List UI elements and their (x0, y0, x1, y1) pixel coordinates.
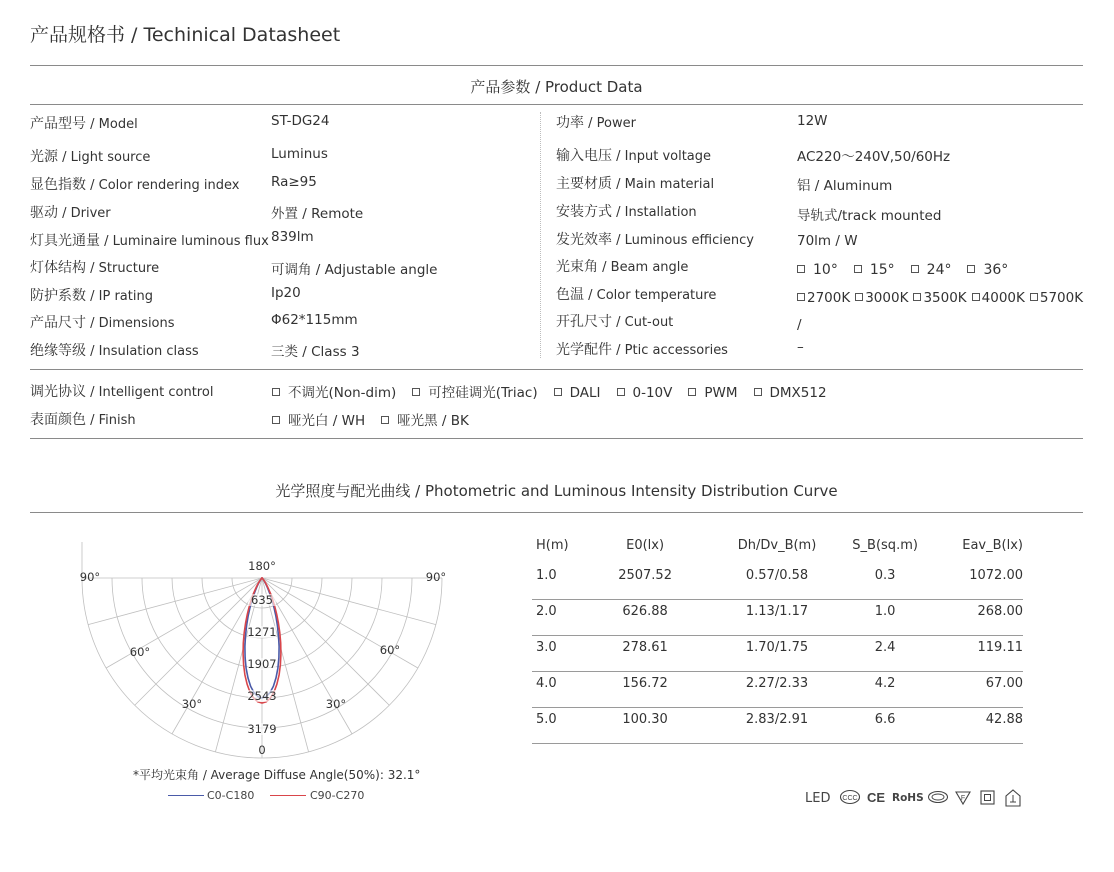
angle-label-30-left: 30° (181, 697, 203, 711)
spec-label-en: / IP rating (86, 289, 153, 304)
average-angle-note: *平均光束角 / Average Diffuse Angle(50%): 32.1° (133, 768, 421, 782)
spec-label-cn: 光学配件 (556, 342, 612, 358)
f-mark-icon (955, 790, 971, 806)
option-item[interactable] (797, 262, 838, 278)
rohs-mark: RoHS (892, 792, 924, 804)
polar-distribution-chart (60, 530, 480, 760)
option-item[interactable] (688, 385, 737, 401)
finish-options (272, 409, 485, 429)
spec-label-en: / Driver (58, 206, 111, 221)
legend-label-c90: C90-C270 (310, 789, 365, 802)
spec-label-en: / Cut-out (612, 315, 674, 330)
spec-label (556, 229, 754, 249)
angle-label-90-right: 90° (425, 570, 447, 584)
control-label: 调光协议 / Intelligent control (30, 384, 214, 400)
divider (30, 104, 1083, 105)
color-temp-options (797, 290, 1088, 306)
option-item[interactable] (754, 385, 827, 401)
table-cell: 119.11 (977, 640, 1023, 655)
option-label: 10° (813, 262, 838, 278)
option-item[interactable] (972, 290, 1025, 306)
table-cell: 0.57/0.58 (745, 568, 809, 583)
spec-label (30, 113, 138, 133)
table-cell: 278.61 (622, 640, 668, 655)
spec-value: Luminus (271, 146, 328, 162)
checkbox-icon[interactable] (967, 265, 975, 273)
option-label: 哑光白 / WH (288, 413, 366, 429)
table-cell: 67.00 (985, 676, 1023, 691)
spec-label-cn: 发光效率 (556, 232, 612, 248)
spec-label (30, 202, 111, 222)
product-data-title: 产品参数 / Product Data (470, 78, 643, 96)
class-ii-icon (980, 790, 996, 806)
table-cell: 4.0 (536, 676, 557, 691)
checkbox-icon[interactable] (797, 265, 805, 273)
option-label: 2700K (807, 290, 851, 306)
option-label: 24° (926, 262, 952, 278)
option-item[interactable] (554, 385, 601, 401)
spec-label-cn: 安装方式 (556, 204, 612, 220)
option-label: 哑光黑 / BK (397, 413, 469, 429)
option-item[interactable] (381, 409, 469, 429)
indoor-use-icon (1003, 788, 1023, 808)
spec-label (30, 146, 150, 166)
option-label: DMX512 (769, 385, 827, 401)
checkbox-icon[interactable] (972, 293, 980, 301)
option-item[interactable] (272, 409, 365, 429)
table-row (532, 564, 1023, 600)
spec-label-en: / Main material (612, 177, 715, 192)
option-label: 可控硅调光(Triac) (428, 385, 538, 401)
spec-value: 导轨式/track mounted (797, 208, 942, 224)
spec-label (556, 112, 636, 132)
spec-label-cn: 显色指数 (30, 177, 86, 193)
ccc-mark-icon (839, 789, 861, 805)
spec-value: 铝 / Aluminum (797, 178, 893, 194)
option-item[interactable] (911, 262, 952, 278)
checkbox-icon[interactable] (797, 293, 805, 301)
polar-spoke (262, 578, 436, 625)
option-item[interactable] (272, 381, 396, 401)
cqc-mark-icon (927, 790, 949, 804)
spec-label-en: / Insulation class (86, 344, 199, 359)
spec-label-cn: 主要材质 (556, 176, 612, 192)
spec-label (556, 256, 688, 276)
angle-label-60-left: 60° (129, 645, 151, 659)
table-cell: 5.0 (536, 712, 557, 727)
table-cell: 6.6 (874, 712, 896, 727)
option-item[interactable] (854, 262, 895, 278)
checkbox-icon[interactable] (913, 293, 921, 301)
spec-label-en: / Ptic accessories (612, 343, 728, 358)
ring-value-label: 3179 (247, 722, 277, 736)
spec-value: 外置 / Remote (271, 206, 364, 222)
table-cell: 1.0 (874, 604, 896, 619)
angle-label-0: 0 (258, 743, 266, 757)
checkbox-icon[interactable] (554, 388, 562, 396)
spec-value: 839lm (271, 229, 314, 245)
option-item[interactable] (967, 262, 1008, 278)
option-label: 36° (983, 262, 1009, 278)
table-header-cell: E0(lx) (626, 538, 665, 553)
spec-label-cn: 光源 (30, 149, 58, 165)
spec-label (556, 284, 716, 304)
ce-mark-icon (867, 790, 887, 804)
option-item[interactable] (797, 290, 850, 306)
option-item[interactable] (855, 290, 908, 306)
option-label: 5700K (1039, 290, 1084, 306)
spec-label-cn: 功率 (556, 115, 584, 131)
table-cell: 100.30 (622, 712, 668, 727)
spec-label-cn: 驱动 (30, 205, 58, 221)
polar-spoke (88, 578, 262, 625)
led-mark: LED (805, 791, 831, 806)
spec-label-cn: 光束角 (556, 259, 598, 275)
spec-label-en: / Power (584, 116, 636, 131)
spec-label (30, 340, 199, 360)
checkbox-icon[interactable] (617, 388, 625, 396)
checkbox-icon[interactable] (911, 265, 919, 273)
table-cell: 2.27/2.33 (745, 676, 809, 691)
option-item[interactable] (1030, 290, 1083, 306)
option-item[interactable] (412, 381, 537, 401)
spec-label (30, 230, 269, 250)
svg-text:F: F (960, 795, 966, 802)
spec-value: Ra≥95 (271, 174, 317, 190)
table-cell: 1.13/1.17 (745, 604, 809, 619)
table-header-cell: H(m) (536, 538, 569, 553)
spec-value: ST-DG24 (271, 113, 330, 129)
spec-label (556, 311, 673, 331)
spec-label-en: / Model (86, 117, 138, 132)
option-label: PWM (704, 385, 738, 401)
spec-label (556, 339, 728, 359)
spec-label-cn: 产品型号 (30, 116, 86, 132)
legend-label-c0: C0-C180 (207, 789, 255, 802)
checkbox-icon[interactable] (754, 388, 762, 396)
spec-value: 可调角 / Adjustable angle (271, 262, 438, 278)
illuminance-table (532, 538, 1023, 744)
spec-value: Φ62*115mm (271, 312, 358, 328)
table-cell: 2507.52 (618, 568, 672, 583)
spec-label-cn: 灯具光通量 (30, 233, 100, 249)
spec-label-en: / Dimensions (86, 316, 175, 331)
checkbox-icon[interactable] (412, 388, 420, 396)
spec-label (30, 312, 175, 332)
option-label: 3500K (923, 290, 967, 306)
beam-angle-options (797, 262, 1024, 278)
finish-label: 表面颜色 / Finish (30, 412, 136, 428)
table-cell: 156.72 (622, 676, 668, 691)
table-header-cell: Dh/Dv_B(m) (737, 538, 817, 553)
option-label: 不调光(Non-dim) (288, 385, 397, 401)
spec-value: – (797, 339, 804, 355)
table-header-cell: Eav_B(lx) (962, 538, 1023, 553)
spec-label-en: / Color rendering index (86, 178, 240, 193)
ring-value-label: 2543 (247, 689, 277, 703)
spec-label-cn: 色温 (556, 287, 584, 303)
spec-label-cn: 开孔尺寸 (556, 314, 612, 330)
spec-label-en: / Color temperature (584, 288, 717, 303)
ring-value-label: 1907 (247, 657, 277, 671)
svg-text:CCC: CCC (842, 795, 858, 802)
angle-label-180: 180° (248, 559, 276, 573)
spec-label-en: / Installation (612, 205, 697, 220)
option-label: 15° (869, 262, 895, 278)
table-cell: 4.2 (874, 676, 896, 691)
table-cell: 1072.00 (969, 568, 1023, 583)
option-label: 4000K (981, 290, 1025, 306)
divider (30, 438, 1083, 439)
ring-value-label: 635 (251, 593, 273, 607)
table-cell: 1.0 (536, 568, 557, 583)
spec-value: 70lm / W (797, 233, 858, 249)
spec-label (30, 257, 159, 277)
table-header-cell: S_B(sq.m) (852, 538, 918, 553)
spec-label (556, 145, 711, 165)
spec-label-en: / Input voltage (612, 149, 712, 164)
table-cell: 3.0 (536, 640, 557, 655)
document-title: 产品规格书 / Techinical Datasheet (30, 24, 341, 46)
spec-label-cn: 输入电压 (556, 148, 612, 164)
option-item[interactable] (913, 290, 966, 306)
spec-label-en: / Beam angle (598, 260, 689, 275)
spec-value: Ip20 (271, 285, 301, 301)
spec-value: AC220～240V,50/60Hz (797, 149, 951, 165)
table-cell: 42.88 (985, 712, 1023, 727)
spec-label-cn: 防护系数 (30, 288, 86, 304)
table-cell: 626.88 (622, 604, 668, 619)
angle-label-60-right: 60° (379, 643, 401, 657)
option-label: 3000K (865, 290, 909, 306)
spec-value: 三类 / Class 3 (271, 344, 360, 360)
column-divider (540, 112, 541, 358)
spec-label (556, 201, 697, 221)
option-label: DALI (569, 385, 601, 401)
photometric-title: 光学照度与配光曲线 / Photometric and Luminous Intensity Distribution Curve (275, 482, 838, 500)
table-cell: 2.0 (536, 604, 557, 619)
table-row (532, 636, 1023, 672)
spec-label-en: / Light source (58, 150, 151, 165)
spec-label-cn: 灯体结构 (30, 260, 86, 276)
table-row (532, 672, 1023, 708)
legend-swatch-c0 (168, 795, 204, 796)
divider (30, 65, 1083, 66)
option-label: 0-10V (632, 385, 673, 401)
table-row (532, 708, 1023, 744)
spec-label (30, 174, 239, 194)
divider (30, 512, 1083, 513)
table-cell: 268.00 (977, 604, 1023, 619)
spec-label-cn: 绝缘等级 (30, 343, 86, 359)
spec-label-en: / Structure (86, 261, 160, 276)
spec-label-en: / Luminaire luminous flux (100, 234, 269, 249)
option-item[interactable] (617, 385, 673, 401)
checkbox-icon[interactable] (1030, 293, 1038, 301)
table-cell: 1.70/1.75 (745, 640, 809, 655)
spec-value: 12W (797, 113, 828, 129)
checkbox-icon[interactable] (381, 416, 389, 424)
angle-label-30-right: 30° (325, 697, 347, 711)
table-row (532, 600, 1023, 636)
spec-label-cn: 产品尺寸 (30, 315, 86, 331)
table-cell: 2.83/2.91 (745, 712, 809, 727)
checkbox-icon[interactable] (272, 416, 280, 424)
spec-label-en: / Luminous efficiency (612, 233, 754, 248)
control-options (272, 381, 843, 401)
spec-label (30, 285, 153, 305)
ring-value-label: 1271 (247, 625, 277, 639)
table-header (532, 538, 1023, 564)
legend-swatch-c90 (270, 795, 306, 796)
svg-text:CE: CE (867, 790, 886, 804)
table-cell: 0.3 (874, 568, 896, 583)
checkbox-icon[interactable] (688, 388, 696, 396)
checkbox-icon[interactable] (272, 388, 280, 396)
checkbox-icon[interactable] (855, 293, 863, 301)
divider (30, 369, 1083, 370)
table-cell: 2.4 (874, 640, 896, 655)
checkbox-icon[interactable] (854, 265, 862, 273)
spec-value: / (797, 317, 802, 333)
spec-label (556, 173, 714, 193)
certification-marks (805, 788, 1025, 808)
angle-label-90-left: 90° (79, 570, 101, 584)
